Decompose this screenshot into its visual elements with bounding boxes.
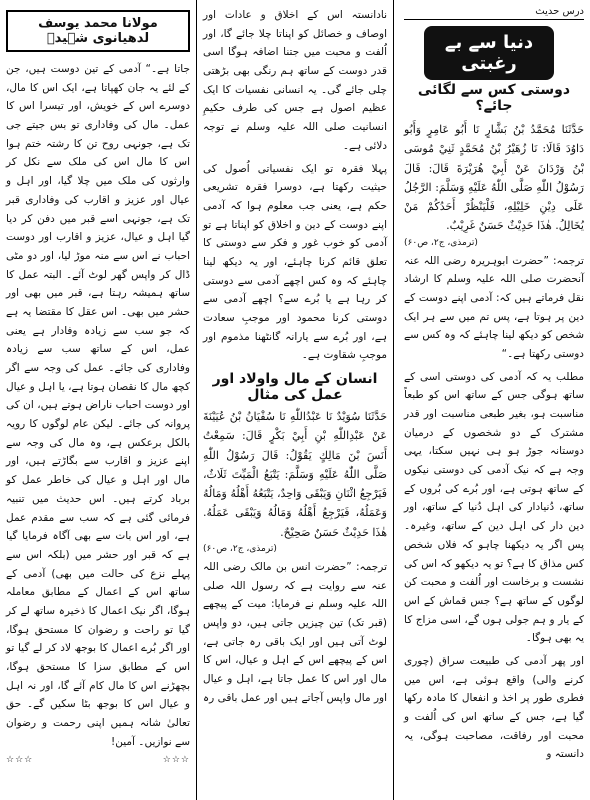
right-column — [400, 0, 590, 800]
body-paragraph: اور پھر آدمی کی طبیعت سراق (چوری کرنے والی) واقع ہوئی ہے، اس میں فطری طور پر اخذ و انفعال کا مادہ رکھا گیا ہے، جس کے ساتھ اس کی اُلفت و محبت اور رفاقت، مصاحبت ہوگی، یہ دانستہ و — [404, 654, 584, 761]
arabic-hadith: حَدَّثَنَا مُحَمَّدُ بْنُ بَشَّارٍ نَا أَبُو عَامِرٍ وَأَبُو دَاوُدَ قَالَا: نَا زُهَيْرُ بْنُ مُحَمَّدٍ ثَنِيْ مُوسَى بْنُ وَرْدَانَ عَنْ أَبِيْ هُرَيْرَةَ قَالَ: قَالَ رَسُوْلُ اللّٰهِ صَلَّى اللّٰهُ عَلَيْهِ وَسَلَّمَ: الرَّجُلُ عَلَى دِيْنِ خَلِيْلِهِ، فَلْيَنْظُرْ أَحَدُكُمْ مَنْ يُخَالِلُ. هٰذَا حَدِيْثٌ حَسَنٌ غَرِيْبٌ. — [404, 123, 584, 233]
hadith-reference: (ترمذی، ج۲، ص۶۰) — [404, 237, 478, 248]
body-paragraph: جاتا ہے۔“ آدمی کے تین دوست ہیں، جن کے لئے یہ جان کھپاتا ہے، ایک اس کا مال، دوسرے اس کے خویش، اور تیسرا اس کا عمل۔ مال کی وفاداری تو بس جیتے جی تک ہے، جونہی روح تن کا رشتہ ختم ہوا اس کا مال اس کی ملک سے نکل کر وارثوں کی ملک میں چلا گیا، اور اہل و عیال اور عزیز و اقارب کی وفاداری قبر تک ہے، جونہی اسے قبر میں دفن کر دیا گیا اہل و عیال، عزیز و اقارب اور دوست احباب نے اس سے منہ موڑ لیا، اور دو مٹی ڈال کر واپس گھر لوٹ آئے۔ البتہ عمل کا ساتھ ہمیشہ رہتا ہے، قبر میں بھی اور حشر میں بھی۔ اس عقل کا مقتضا یہ ہے کہ جو سب سے زیادہ وفادار ہے یعنی عمل، اس کے ساتھ سب سے زیادہ وفاداری کی جائے۔ عمل کی وجہ سے اگر کچھ مال کا نقصان ہوتا ہے، یا اہل و عیال اور دوست احباب ناراض ہوتے ہیں، ان کی پروانہ کی جائے۔ لیکن عام لوگوں کا رویہ بالکل برعکس ہے، وہ مال کی وجہ سے اپنے عزیز و اقارب سے بگاڑتے ہیں، اور مال اور اہل و عیال کی خاطر عمل کو برباد کرتے ہیں۔ اس حدیث میں تنبیہ فرمائی گئی ہے کہ سب سے مقدم عمل ہے، اور اس بات سے بھی آگاہ فرمایا گیا ہے کہ قبر اور حشر میں (بلکہ اس سے پہلے نزع کی حالت میں بھی) آدمی کے ساتھ اس کے اعمال کے مطابق معاملہ ہوگا، اگر نیک اعمال کا ذخیرہ ساتھ لے کر گیا تو راحت و رضوان کا مستحق ہوگا، اور اگر بُرے اعمال کا بوجھ لاد کر لے گیا تو اس کے مطابق سزا کا مستحق ہوگا، بچھڑنے اس کا مال کام آئے گا، اور نہ اہل و عیال اس کا بوجھ بٹا سکیں گے۔ حق تعالیٰ شانہ ہمیں اپنی رحمت و رضوان سے نوازیں۔ آمین! — [6, 63, 190, 748]
section-heading: انسان کے مال واولاد اور عمل کی مثال — [212, 371, 378, 404]
end-marks — [6, 755, 190, 765]
left-column — [0, 0, 196, 800]
section-label: درس حدیث — [404, 6, 584, 20]
article-title: دنیا سے بے رغبتی — [424, 26, 554, 80]
hadith-reference: (ترمذی، ج۲، ص۶۰) — [203, 543, 277, 554]
arabic-hadith: حَدَّثَنَا سُوَيْدٌ نَا عَبْدُاللّٰهِ نَا سُفْيَانُ بْنُ عُيَيْنَةَ عَنْ عَبْدِاللّٰهِ بْنِ أَبِيْ بَكْرٍ قَالَ: سَمِعْتُ أَنَسَ بْنَ مَالِكٍ يَقُوْلُ: قَالَ رَسُوْلُ اللّٰهِ صَلَّى اللّٰهُ عَلَيْهِ وَسَلَّمَ: يَتْبَعُ الْمَيِّتَ ثَلَاثٌ، فَيَرْجِعُ اثْنَانِ وَيَبْقَى وَاحِدٌ، يَتْبَعُهُ أَهْلُهُ وَمَالُهُ وَعَمَلُهُ، فَيَرْجِعُ أَهْلُهُ وَمَالُهُ وَيَبْقَى عَمَلُهُ. هٰذَا حَدِيْثٌ حَسَنٌ صَحِيْحٌ. — [203, 410, 387, 539]
stars-icon: ☆☆☆ — [162, 755, 190, 766]
hadith-translation: ترجمہ: ”حضرت ابوہریرہ رضی اللہ عنہ آنحضرت صلی اللہ علیہ وسلم کا ارشاد نقل فرماتے ہیں کہ: آدمی اپنے دوست کے دین پر ہوتا ہے، پس تم میں سے ہر ایک شخص کو دیکھ لینا چاہئے کہ وہ کس سے دوستی رکھتا ہے۔“ — [404, 254, 584, 360]
stars-icon: ☆☆☆ — [6, 755, 34, 766]
author-byline: مولانا محمد یوسف لدھیانوی شہیدؒ — [6, 10, 190, 52]
body-paragraph: نادانستہ اس کے اخلاق و عادات اور اوصاف و خصائل کو اپناتا چلا جائے گا، اور اُلفت و محبت میں جتنا اضافہ ہوگا اسی قدر دوست کے ساتھ ہم رنگی بھی بڑھتی چلی جائے گی۔ یہ انسانی نفسیات کا ایک عظیم اصول ہے جس کی طرف حکیمِ انسانیت صلی اللہ علیہ وسلم نے توجہ دلائی ہے۔ — [203, 9, 387, 152]
middle-column — [196, 0, 394, 800]
body-paragraph: پہلا فقرہ تو ایک نفسیاتی اُصول کی حیثیت رکھتا ہے، دوسرا فقرہ تشریعی حکم ہے، یعنی جب معلوم ہوا کہ آدمی اپنے دوست کے دین و اخلاق کو اپناتا ہے تو آدمی کو خوب غور و فکر سے دوستی کا تعلق قائم کرنا چاہئے، اور یہ دیکھ لینا چاہئے کہ وہ کس اچھے آدمی سے دوستی کر رہا ہے یا بُرے سے؟ اچھے آدمی سے دوستی کرنا محمود اور موجبِ سعادت ہے، اور بُرے سے یارانہ گانٹھنا مذموم اور موجبِ شقاوت ہے۔ — [203, 162, 387, 362]
hadith-translation: ترجمہ: ”حضرت انس بن مالک رضی اللہ عنہ سے روایت ہے کہ رسول اللہ صلی اللہ علیہ وسلم نے فرمایا: میت کے پیچھے (قبر تک) تین چیزیں جاتی ہیں، دو واپس لوٹ آتی ہیں اور ایک باقی رہ جاتی ہے، اس کے پیچھے اس کے اہل و عیال، اس کا مال اور اس کا عمل جاتا ہے، اہل و عیال اور مال واپس آجاتے ہیں اور عمل باقی رہ — [203, 560, 387, 704]
body-paragraph: مطلب یہ کہ آدمی کی دوستی اسی کے ساتھ ہوگی جس کے ساتھ اس کو طبعاً مناسبت ہو، بغیر طبعی مناسبت اور قدر مشترک کے دو شخصوں کے درمیان دوستانہ جوڑ ہو ہی نہیں سکتا، یہی وجہ ہے کہ نیک آدمی کی دوستی نیکوں کے ساتھ ہوتی ہے، اور بُرے کی بُروں کے ساتھ، دُنیادار کی اہل دُنیا کے ساتھ، اور دین دار کی اہل دین کے ساتھ، وغیرہ۔ پس اگر یہ دیکھنا چاہو کہ فلاں شخص کس مذاق کا ہے؟ تو یہ دیکھو کہ اس کی نشست و برخاست اور اُلفت و محبت کن لوگوں کے ساتھ ہے؟ جس قماش کے اس کے یار و ہم جولی ہوں گے، اسی مزاج کا یہ بھی ہوگا۔ — [404, 370, 584, 645]
article-subtitle: دوستی کس سے لگائی جائے؟ — [417, 82, 571, 114]
